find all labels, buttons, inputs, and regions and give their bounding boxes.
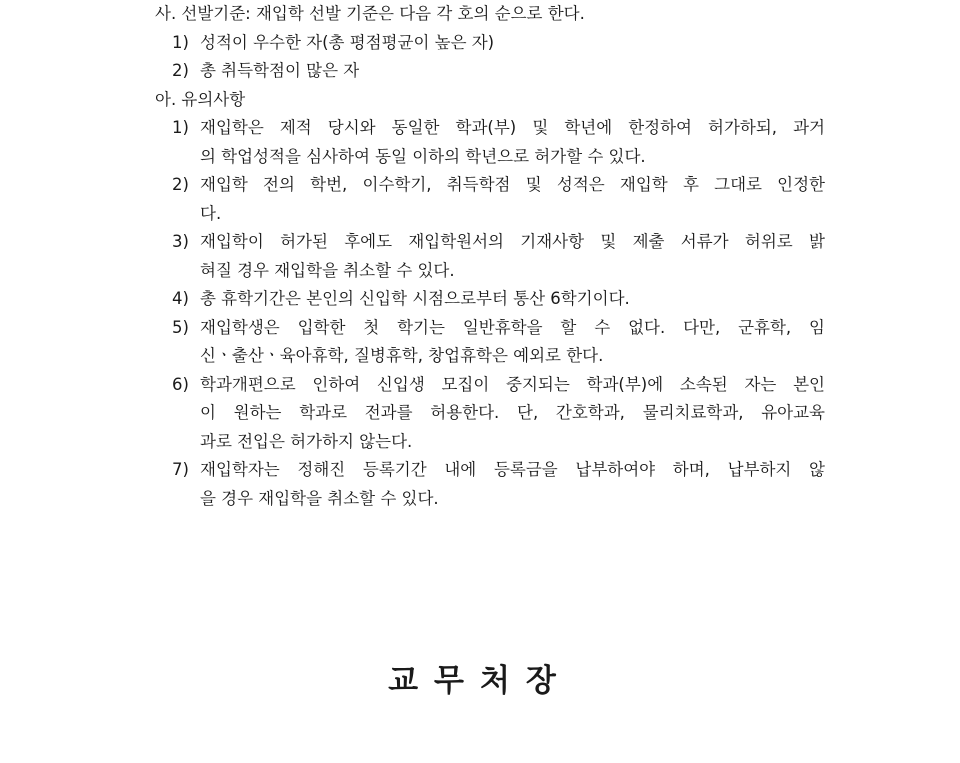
item-text-continued: 신ㆍ출산ㆍ육아휴학, 질병휴학, 창업휴학은 예외로 한다. — [200, 346, 604, 365]
document-body — [155, 0, 825, 513]
item-text: 학과개편으로 인하여 신입생 모집이 중지되는 학과(부)에 소속된 자는 본인 — [200, 374, 825, 394]
section-a-heading: 아. 유의사항 — [155, 89, 246, 109]
item-number: 1) — [172, 32, 189, 52]
item-number: 1) — [172, 118, 189, 137]
item-number: 4) — [172, 289, 189, 308]
item-text: 성적이 우수한 자(총 평점평균이 높은 자) — [200, 32, 495, 52]
item-number: 7) — [172, 460, 189, 479]
list-item-a-7 — [155, 456, 825, 485]
item-text: 재입학이 허가된 후에도 재입학원서의 기재사항 및 제출 서류가 허위로 밝 — [200, 232, 825, 251]
item-number: 5) — [172, 317, 189, 337]
list-item-sa-2 — [155, 57, 825, 86]
list-item-sa-1 — [155, 29, 825, 58]
item-text-continued: 다. — [200, 203, 222, 223]
item-text-continued: 과로 전입은 허가하지 않는다. — [200, 431, 413, 451]
item-text: 총 취득학점이 많은 자 — [200, 61, 360, 80]
signature-title: 교무처장 — [388, 663, 572, 699]
item-text-continued: 혀질 경우 재입학을 취소할 수 있다. — [200, 260, 455, 280]
item-text-continued: 의 학업성적을 심사하여 동일 이하의 학년으로 허가할 수 있다. — [200, 146, 646, 166]
item-text-continued: 을 경우 재입학을 취소할 수 있다. — [200, 488, 439, 508]
item-text: 재입학 전의 학번, 이수학기, 취득학점 및 성적은 재입학 후 그대로 인정한 — [200, 175, 825, 194]
item-text-continued: 이 원하는 학과로 전과를 허용한다. 단, 간호학과, 물리치료학과, 유아교육 — [200, 403, 825, 422]
item-text: 재입학생은 입학한 첫 학기는 일반휴학을 할 수 없다. 다만, 군휴학, 임 — [200, 317, 825, 337]
item-text: 총 휴학기간은 본인의 신입학 시점으로부터 통산 6학기이다. — [200, 289, 630, 308]
item-text: 재입학은 제적 당시와 동일한 학과(부) 및 학년에 한정하여 허가하되, 과거 — [200, 118, 825, 137]
item-number: 2) — [172, 175, 189, 194]
section-sa-heading: 사. 선발기준: 재입학 선발 기준은 다음 각 호의 순으로 한다. — [155, 4, 585, 23]
list-item-a-1 — [155, 114, 825, 143]
item-number: 2) — [172, 61, 189, 80]
item-text: 재입학자는 정해진 등록기간 내에 등록금을 납부하여야 하며, 납부하지 않 — [200, 460, 825, 479]
list-item-a-5 — [155, 314, 825, 343]
list-item-a-2 — [155, 171, 825, 200]
list-item-a-6 — [155, 371, 825, 400]
item-number: 3) — [172, 232, 189, 251]
list-item-a-4 — [155, 285, 825, 314]
list-item-a-3 — [155, 228, 825, 257]
item-number: 6) — [172, 374, 189, 394]
